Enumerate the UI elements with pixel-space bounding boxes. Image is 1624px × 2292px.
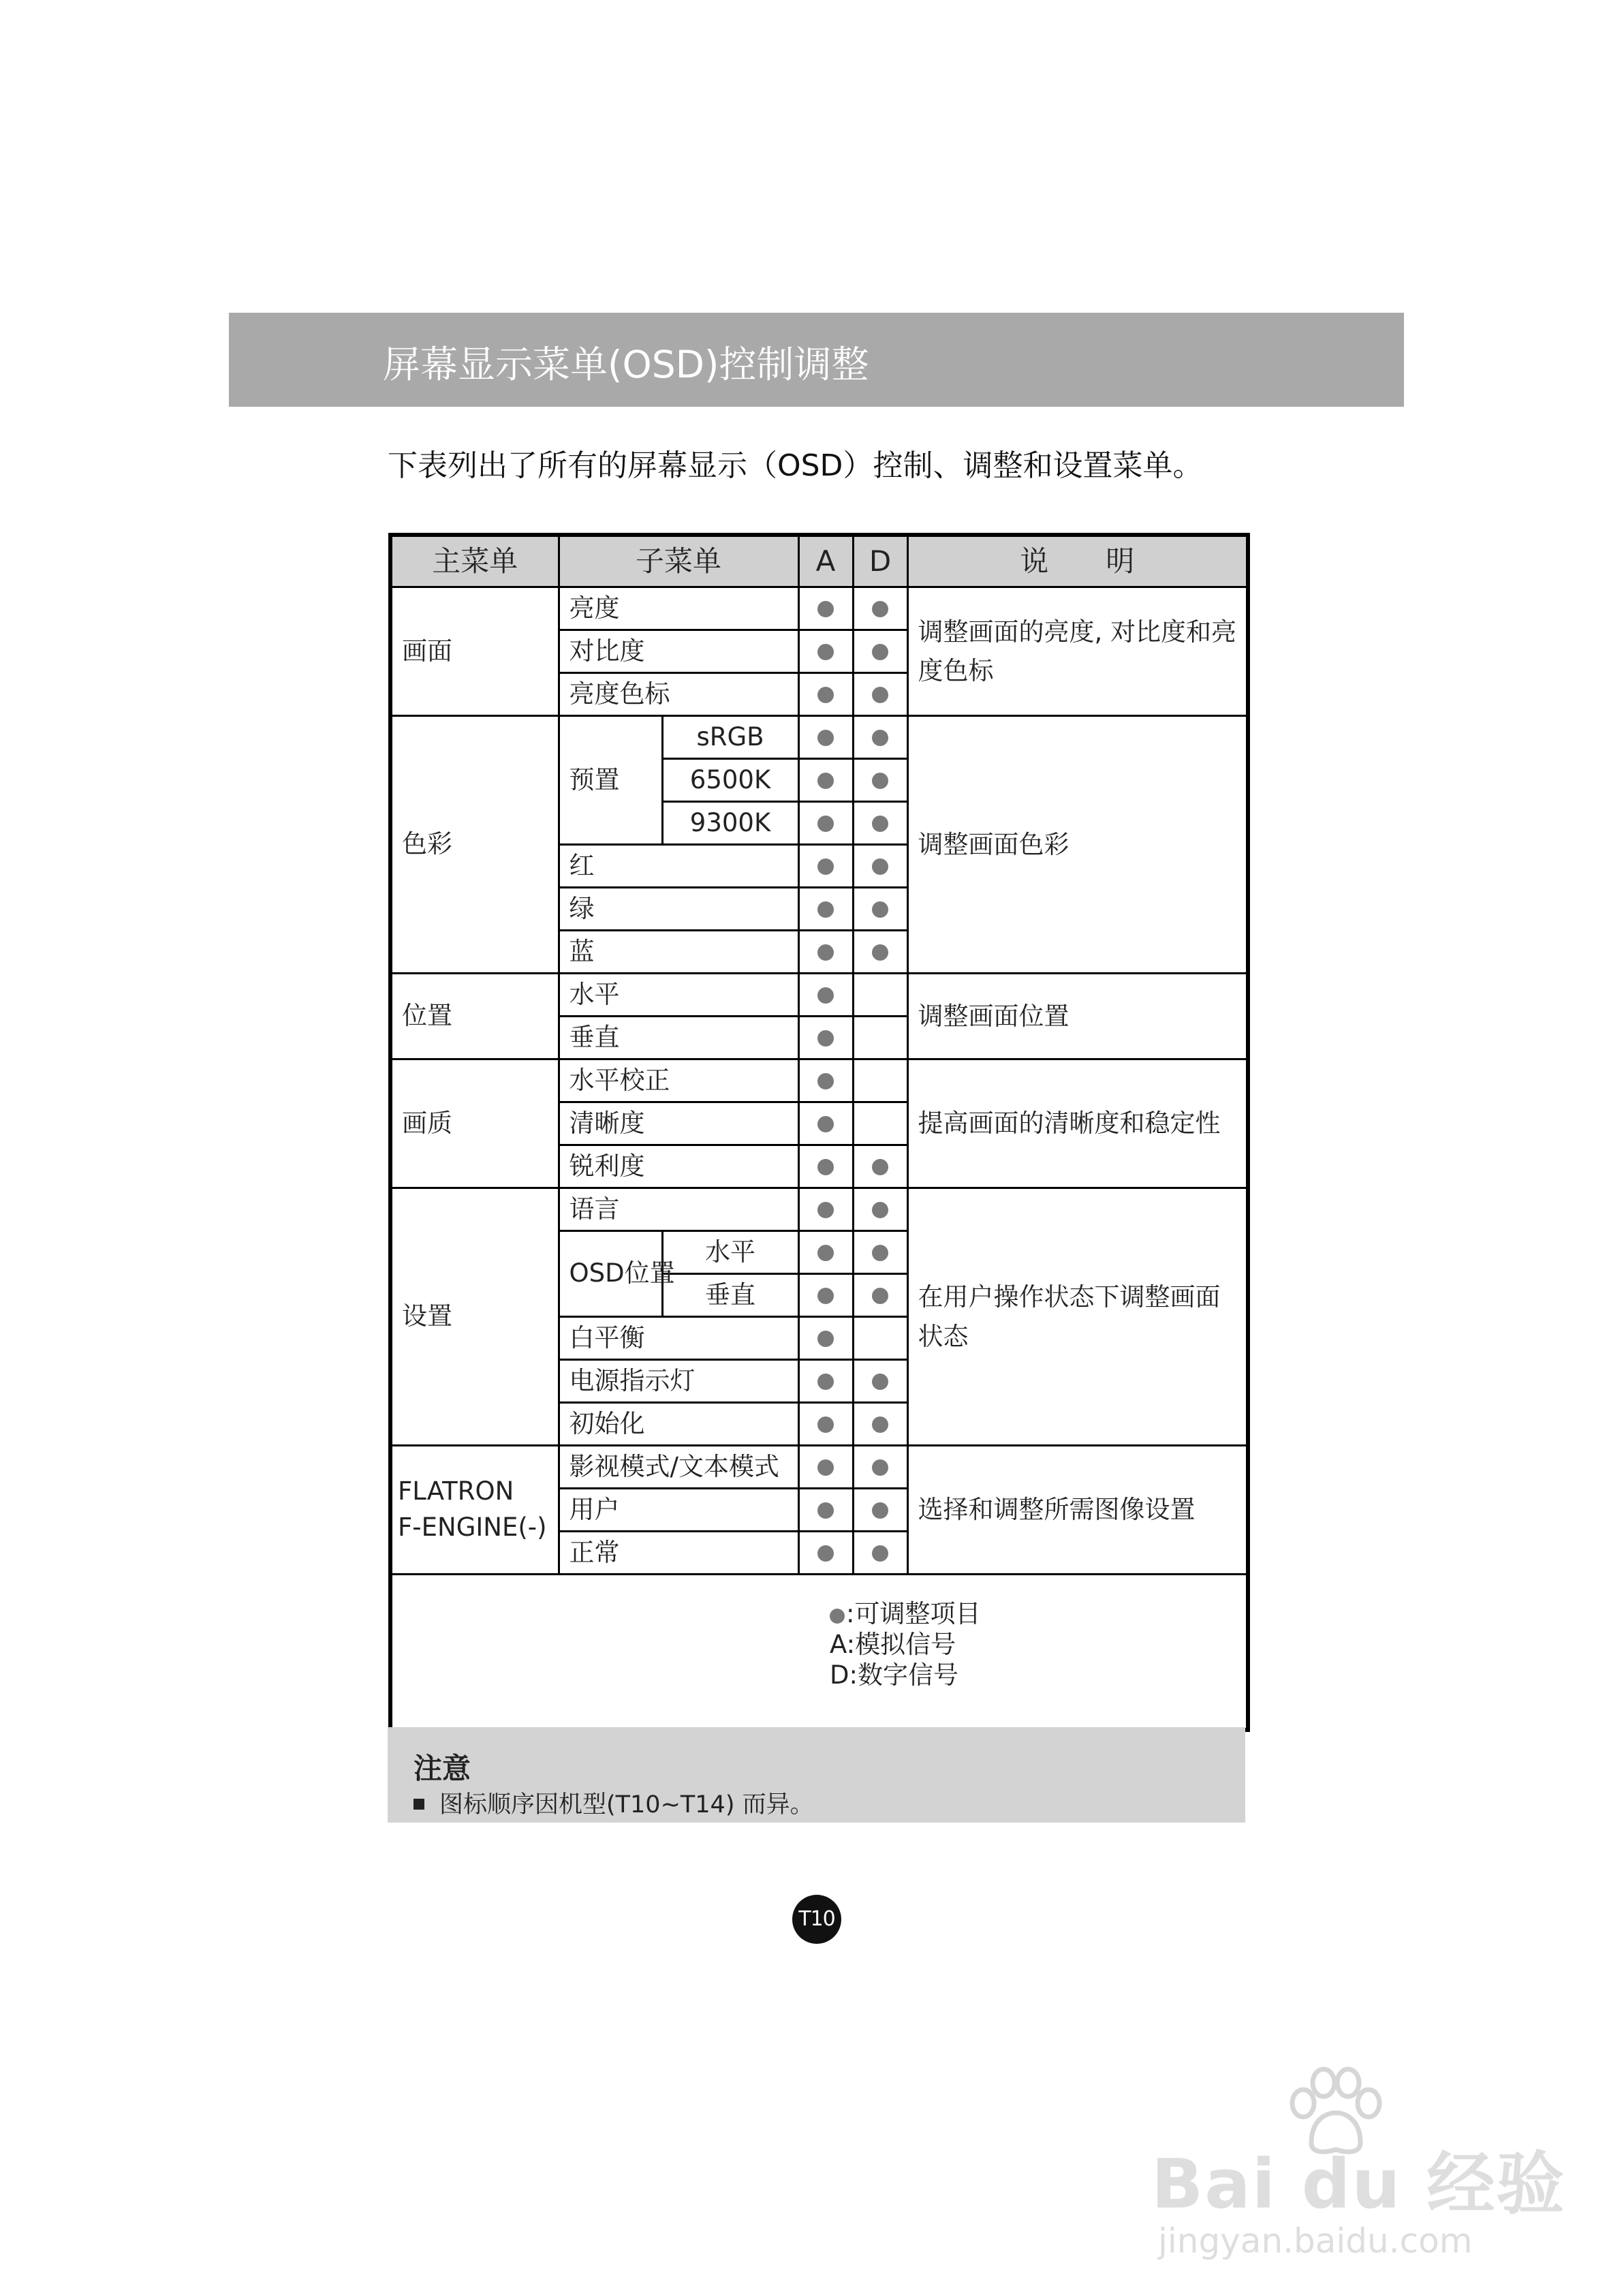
header-sub-menu: 子菜单: [559, 535, 798, 587]
mark-d: [853, 630, 907, 673]
mark-a: [798, 1360, 853, 1403]
description-picture: 调整画面的亮度, 对比度和亮度色标: [907, 587, 1248, 716]
mark-a: [798, 716, 853, 759]
sub-menu-osd-position: OSD位置: [559, 1231, 662, 1317]
main-menu-position: 位置: [390, 974, 559, 1059]
sub-menu-item: 用户: [559, 1489, 798, 1532]
sub-menu-item: 垂直: [559, 1017, 798, 1059]
flatron-line1: FLATRON: [398, 1476, 514, 1506]
preset-item: sRGB: [662, 716, 798, 759]
mark-a: [798, 974, 853, 1017]
adjustable-dot: [872, 1202, 888, 1218]
mark-a: [798, 802, 853, 845]
adjustable-dot: [872, 773, 888, 789]
legend-adjustable-text: :可调整项目: [846, 1599, 981, 1628]
adjustable-dot: [817, 1288, 834, 1304]
mark-d-empty: [853, 974, 907, 1017]
osd-position-item: 水平: [662, 1231, 798, 1274]
mark-d: [853, 1188, 907, 1231]
mark-a: [798, 1017, 853, 1059]
mark-d: [853, 802, 907, 845]
adjustable-dot: [817, 687, 834, 703]
table-row: [390, 587, 1248, 630]
table-row: [390, 1188, 1248, 1231]
description-position: 调整画面位置: [907, 974, 1248, 1059]
main-menu-flatron: [390, 1446, 559, 1575]
note-item: [413, 1786, 814, 1820]
sub-menu-item: 锐利度: [559, 1145, 798, 1188]
legend-row: [390, 1575, 1248, 1731]
note-title: 注意: [413, 1752, 471, 1785]
sub-menu-item: 绿: [559, 888, 798, 931]
adjustable-dot: [817, 1116, 834, 1132]
mark-d: [853, 673, 907, 716]
header-main-menu: 主菜单: [390, 535, 559, 587]
adjustable-dot: [817, 1502, 834, 1519]
mark-d: [853, 716, 907, 759]
watermark-url: jingyan.baidu.com: [1158, 2221, 1473, 2261]
osd-menu-table: [388, 533, 1250, 1732]
adjustable-dot: [872, 730, 888, 746]
mark-d: [853, 1274, 907, 1317]
adjustable-dot: [872, 687, 888, 703]
sub-menu-item: 正常: [559, 1532, 798, 1575]
adjustable-dot: [817, 858, 834, 875]
mark-d: [853, 587, 907, 630]
sub-menu-item: 初始化: [559, 1403, 798, 1446]
sub-menu-item: 水平校正: [559, 1059, 798, 1102]
mark-d: [853, 1446, 907, 1489]
description-color: 调整画面色彩: [907, 716, 1248, 974]
mark-d: [853, 1231, 907, 1274]
mark-d-empty: [853, 1059, 907, 1102]
mark-a: [798, 931, 853, 974]
flatron-line2: F-ENGINE(-): [398, 1513, 547, 1542]
legend-cell: [390, 1575, 1248, 1731]
adjustable-dot: [817, 1073, 834, 1089]
adjustable-dot: [817, 944, 834, 961]
sub-menu-item: 白平衡: [559, 1317, 798, 1360]
adjustable-dot: [872, 1545, 888, 1562]
sub-menu-item: 电源指示灯: [559, 1360, 798, 1403]
adjustable-dot: [872, 1374, 888, 1390]
description-setup: 在用户操作状态下调整画面状态: [907, 1188, 1248, 1446]
adjustable-dot: [817, 730, 834, 746]
intro-text: 下表列出了所有的屏幕显示（OSD）控制、调整和设置菜单。: [388, 448, 1203, 483]
mark-a: [798, 1145, 853, 1188]
adjustable-dot: [817, 816, 834, 832]
mark-a: [798, 759, 853, 802]
adjustable-dot: [817, 987, 834, 1004]
description-flatron: 选择和调整所需图像设置: [907, 1446, 1248, 1575]
adjustable-dot: [872, 1502, 888, 1519]
adjustable-dot: [817, 1545, 834, 1562]
adjustable-dot: [872, 1288, 888, 1304]
mark-a: [798, 673, 853, 716]
sub-menu-preset: 预置: [559, 716, 662, 845]
mark-a: [798, 1102, 853, 1145]
adjustable-dot: [872, 901, 888, 918]
adjustable-dot: [817, 1245, 834, 1261]
adjustable-dot: [817, 601, 834, 617]
mark-a: [798, 1446, 853, 1489]
mark-d-empty: [853, 1102, 907, 1145]
adjustable-dot: [872, 1159, 888, 1175]
adjustable-dot: [817, 773, 834, 789]
mark-d: [853, 1360, 907, 1403]
mark-a: [798, 845, 853, 888]
mark-d: [853, 759, 907, 802]
table-row: [390, 974, 1248, 1017]
mark-a: [798, 888, 853, 931]
mark-a: [798, 1403, 853, 1446]
mark-a: [798, 1317, 853, 1360]
mark-a: [798, 1532, 853, 1575]
sub-menu-item: 红: [559, 845, 798, 888]
adjustable-dot: [817, 1416, 834, 1433]
sub-menu-item: 亮度色标: [559, 673, 798, 716]
header-description: 说 明: [907, 535, 1248, 587]
mark-a: [798, 1188, 853, 1231]
adjustable-dot: [872, 601, 888, 617]
sub-menu-item: 语言: [559, 1188, 798, 1231]
note-box: [388, 1727, 1245, 1823]
adjustable-dot: [872, 944, 888, 961]
adjustable-dot: [872, 1459, 888, 1476]
description-quality: 提高画面的清晰度和稳定性: [907, 1059, 1248, 1188]
watermark-brand: Bai du 经验: [1151, 2144, 1566, 2224]
mark-d: [853, 845, 907, 888]
mark-d-empty: [853, 1017, 907, 1059]
adjustable-dot: [817, 1331, 834, 1347]
mark-a: [798, 1274, 853, 1317]
legend: [830, 1598, 980, 1690]
adjustable-dot: [872, 816, 888, 832]
sub-menu-item: 对比度: [559, 630, 798, 673]
mark-a: [798, 1489, 853, 1532]
page-number-badge: T10: [792, 1895, 841, 1944]
legend-adjustable: [830, 1598, 980, 1629]
table-row: [390, 1446, 1248, 1489]
mark-d: [853, 1145, 907, 1188]
mark-d-empty: [853, 1317, 907, 1360]
preset-item: 6500K: [662, 759, 798, 802]
adjustable-dot: [817, 1202, 834, 1218]
adjustable-dot-icon: [830, 1609, 845, 1624]
preset-item: 9300K: [662, 802, 798, 845]
sub-menu-item: 亮度: [559, 587, 798, 630]
mark-a: [798, 1231, 853, 1274]
mark-d: [853, 1403, 907, 1446]
note-text: 图标顺序因机型(T10~T14) 而异。: [439, 1791, 814, 1818]
adjustable-dot: [817, 901, 834, 918]
adjustable-dot: [872, 1416, 888, 1433]
sub-menu-item: 水平: [559, 974, 798, 1017]
mark-a: [798, 630, 853, 673]
main-menu-quality: 画质: [390, 1059, 559, 1188]
bullet-square-icon: [413, 1799, 424, 1810]
adjustable-dot: [817, 1030, 834, 1047]
adjustable-dot: [872, 1245, 888, 1261]
page-title: 屏幕显示菜单(OSD)控制调整: [383, 343, 869, 386]
legend-digital: D:数字信号: [830, 1660, 958, 1690]
sub-menu-item: 蓝: [559, 931, 798, 974]
sub-menu-item: 清晰度: [559, 1102, 798, 1145]
header-d: D: [853, 535, 907, 587]
adjustable-dot: [872, 858, 888, 875]
mark-a: [798, 1059, 853, 1102]
table-row: [390, 1059, 1248, 1102]
main-menu-picture: 画面: [390, 587, 559, 716]
adjustable-dot: [872, 644, 888, 660]
legend-analog: A:模拟信号: [830, 1630, 956, 1660]
sub-menu-item: 影视模式/文本模式: [559, 1446, 798, 1489]
adjustable-dot: [817, 644, 834, 660]
main-menu-setup: 设置: [390, 1188, 559, 1446]
mark-d: [853, 931, 907, 974]
osd-position-item: 垂直: [662, 1274, 798, 1317]
table-row: [390, 716, 1248, 759]
main-menu-color: 色彩: [390, 716, 559, 974]
adjustable-dot: [817, 1159, 834, 1175]
adjustable-dot: [817, 1459, 834, 1476]
mark-d: [853, 1489, 907, 1532]
watermark: [1151, 2068, 1566, 2262]
table-header-row: [390, 535, 1248, 587]
mark-d: [853, 888, 907, 931]
header-a: A: [798, 535, 853, 587]
mark-a: [798, 587, 853, 630]
mark-d: [853, 1532, 907, 1575]
adjustable-dot: [817, 1374, 834, 1390]
